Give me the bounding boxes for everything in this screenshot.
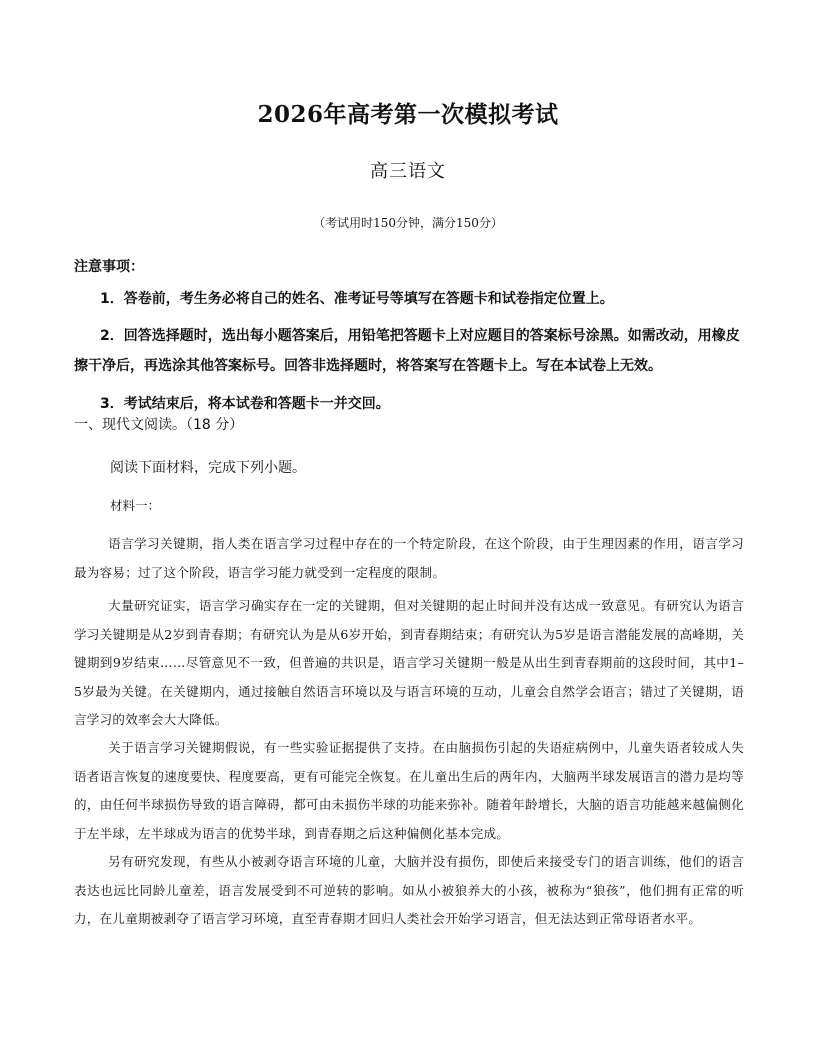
notice-item-2-text: 2．回答选择题时，选出每小题答案后，用铅笔把答题卡上对应题目的答案标号涂黑。如需改动，用橡皮擦干净后，再选涂其他答案标号。回答非选择题时，将答案写在答题卡上。写在本试卷上无效。 xyxy=(74,328,740,374)
section-intro: 阅读下面材料，完成下列小题。 xyxy=(110,460,306,476)
notice-heading: 注意事项： xyxy=(74,259,144,275)
exam-title: 2026年高考第一次模拟考试 xyxy=(257,101,559,128)
material-paragraph-3-text: 关于语言学习关键期假说，有一些实验证据提供了支持。在由脑损伤引起的失语症病例中，儿童失语者较成人失语者语言恢复的速度要快、程度要高，更有可能完全恢复。在儿童出生后的两年内，大脑两半球发展语言的潜力是均等的，由任何半球损伤导致的语言障碍，都可由未损伤半球的功能来弥补。随着年龄增长，大脑的语言功能越来越偏侧化于左半球，左半球成为语言的优势半球，到青春期之后这种偏侧化基本完成。 xyxy=(74,740,744,841)
section-heading: 一、现代文阅读。（18 分） xyxy=(74,417,244,433)
notice-item-2 xyxy=(74,321,746,381)
material-paragraph-1 xyxy=(74,530,744,587)
material-label: 材料一： xyxy=(110,498,161,513)
exam-subtitle: 高三语文 xyxy=(370,161,446,182)
notice-item-1-text: 1．答卷前，考生务必将自己的姓名、准考证号等填写在答题卡和试卷指定位置上。 xyxy=(100,291,614,307)
notice-item-3-text: 3．考试结束后，将本试卷和答题卡一并交回。 xyxy=(100,396,390,412)
material-paragraph-3 xyxy=(74,734,744,848)
material-paragraph-4-text: 另有研究发现，有些从小被剥夺语言环境的儿童，大脑并没有损伤，即使后来接受专门的语言训练，他们的语言表达也远比同龄儿童差，语言发展受到不可逆转的影响。如从小被狼养大的小孩，被称为“狼孩”，他们拥有正常的听力，在儿童期被剥夺了语言学习环境，直至青春期才回归人类社会开始学习语言，但无法达到正常母语者水平。 xyxy=(74,854,744,926)
material-paragraph-2 xyxy=(74,592,744,735)
material-paragraph-4 xyxy=(74,848,744,934)
material-paragraph-1-text: 语言学习关键期，指人类在语言学习过程中存在的一个特定阶段，在这个阶段，由于生理因素的作用，语言学习最为容易；过了这个阶段，语言学习能力就受到一定程度的限制。 xyxy=(74,536,744,580)
material-paragraph-2-text: 大量研究证实，语言学习确实存在一定的关键期，但对关键期的起止时间并没有达成一致意见。有研究认为语言学习关键期是从2岁到青春期；有研究认为是从6岁开始，到青春期结束；有研究认为5岁是语言潜能发展的高峰期，关键期到9岁结束……尽管意见不一致，但普遍的共识是，语言学习关键期一般是从出生到青春期前的这段时间，其中1–5岁最为关键。在关键期内，通过接触自然语言环境以及与语言环境的互动，儿童会自然学会语言；错过了关键期，语言学习的效率会大大降低。 xyxy=(74,598,744,727)
exam-time-score-info: （考试用时150分钟，满分150分） xyxy=(313,216,503,230)
notice-item-1 xyxy=(74,284,746,314)
